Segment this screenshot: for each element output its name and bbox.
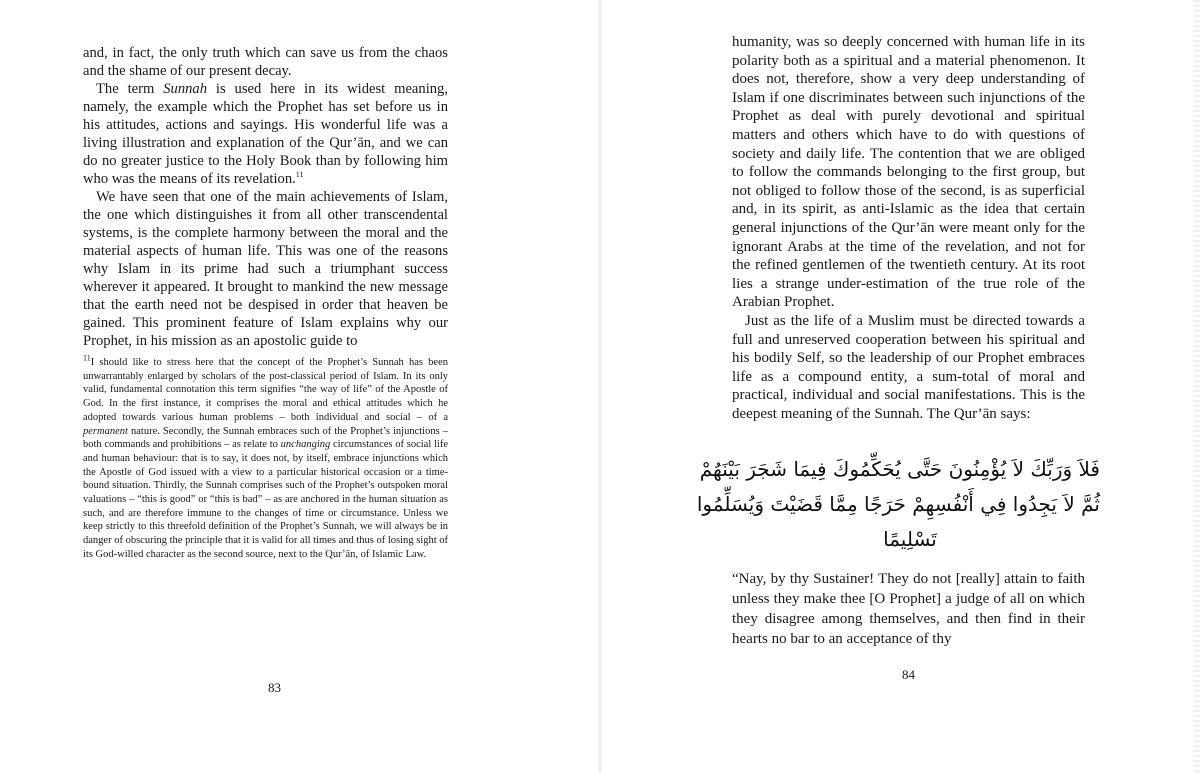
footnote-text: I should like to stress here that the concept of the Prophet’s Sunnah has been unwarrantably enlarged by scholars of the post-classical period of Islam. In its only valid, fundamental connotation this term signifies “the way of life” of the Apostle of God. In the first instance, it comprises the moral and ethical attitudes which he adopted towards various human problems – both individual and social – of a (83, 357, 448, 423)
footnote-emphasis: permanent (83, 425, 128, 437)
paragraph-sunnah-definition (83, 80, 448, 188)
emphasis-sunnah: Sunnah (163, 81, 207, 97)
book-gutter (598, 0, 602, 773)
text-span: is used here in its widest meaning, namely, the example which the Prophet has set before us in his attitudes, actions and sayings. His wonderful life was a living illustration and explanation of the Qur’ān, and we can do no greater justice to the Holy Book than by following him who was the means of its revelation. (83, 81, 448, 187)
page-number: 83 (268, 680, 281, 695)
paragraph-leadership (732, 312, 1085, 424)
left-page-text (83, 44, 448, 572)
footnote-emphasis: unchanging (280, 439, 331, 451)
footnote-reference[interactable]: 11 (295, 170, 304, 180)
right-page (660, 0, 1200, 773)
left-page (0, 0, 540, 773)
paragraph-continuation: and, in fact, the only truth which can save us from the chaos and the shame of our present decay. (83, 45, 448, 79)
text-span: We have seen that one of the main achievements of Islam, the one which distinguishes it from all other transcendental systems, is the complete harmony between the moral and the material aspects of human life. This was one of the reasons why Islam in its prime had such a triumphant success wherever it appeared. It brought to mankind the new message that the earth need not be despised in order that heaven be gained. This prominent feature of Islam explains why our Prophet, in his mission as an apostolic guide to (83, 189, 448, 349)
footnote (83, 353, 449, 562)
footnote-marker: 11 (83, 353, 91, 363)
arabic-line: ثُمَّ لاَ يَجِدُوا فِي أَنْفُسِهِمْ حَرَجًا مِمَّا قَضَيْتَ وَيُسَلِّمُوا (696, 492, 1100, 516)
quran-verse-arabic (696, 452, 1100, 557)
right-page-text (732, 33, 1085, 423)
arabic-line: فَلاَ وَرَبِّكَ لاَ يُؤْمِنُونَ حَتَّى يُحَكِّمُوكَ فِيمَا شَجَرَ بَيْنَهُمْ (699, 457, 1100, 481)
verse-translation: “Nay, by thy Sustainer! They do not [really] attain to faith unless they make thee [O Prophet] a judge of all on which they disagree among themselves, and then find in their hearts no bar to an acceptance of thy (732, 571, 1085, 647)
verse-translation-block (732, 569, 1085, 649)
footnote-text: circumstances of social life and human behaviour: that is to say, it does not, by itself, embrace injunctions which the Apostle of God issued with a view to a particular historical occasion or a time-bound situation. Thirdly, the Sunnah comprises such of the Prophet’s outspoken moral valuations – “this is good” or “this is bad” – as are anchored in the human situation as such, and are therefore immune to the changes of time or circumstance. Unless we keep strictly to this threefold definition of the Prophet’s Sunnah, we will always be in danger of obscuring the principle that it is valid for all times and thus of losing sight of its God-willed character as the second source, next to the Qur’ān, of Islamic Law. (83, 439, 449, 560)
page-number: 84 (902, 667, 915, 682)
paragraph-humanity: humanity, was so deeply concerned with human life in its polarity both as a spiritual and a material phenomenon. It does not, therefore, show a very deep understanding of Islam if one discriminates between such injunctions of the Prophet as deal with purely devotional and spiritual matters and others which have to do with questions of society and daily life. The contention that we are obliged to follow the commands belonging to the first group, but not obliged to follow those of the second, is as superficial and, in its spirit, as anti-Islamic as the idea that certain general injunctions of the Qur’ān were meant only for the ignorant Arabs at the time of the revelation, and not for the refined gentlemen of the twentieth century. At its root lies a strange under-estimation of the true role of the Arabian Prophet. (732, 34, 1085, 311)
arabic-line: تَسْلِيمًا (883, 527, 937, 551)
text-span: The term (96, 81, 164, 97)
paragraph-achievements (83, 188, 448, 350)
text-span: Just as the life of a Muslim must be directed towards a full and unreserved cooperation between his spiritual and his bodily Self, so the leadership of our Prophet embraces life as a compound entity, a sum-total of moral and practical, individual and social manifestations. This is the deepest meaning of the Sunnah. The Qur’ān says: (732, 312, 1085, 422)
footnote-text: nature. Secondly, the Sunnah embraces such of the Prophet’s injunctions – both commands and prohibitions – as relate to (83, 425, 448, 451)
